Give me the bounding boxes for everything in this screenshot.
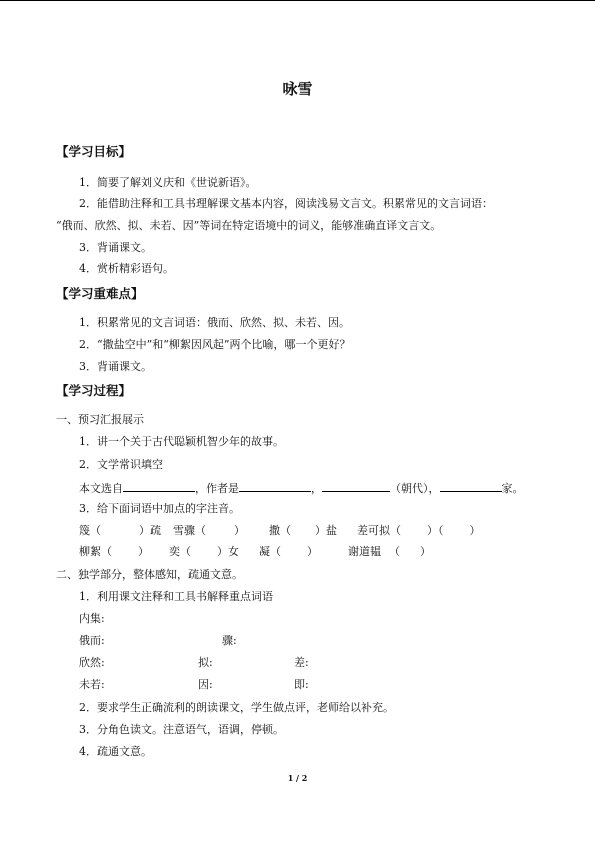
part1-label: 一、预习汇报展示 (56, 413, 144, 426)
pinyin-item: 差可拟（ (357, 524, 401, 537)
goal-item-1: 1．简要了解刘义庆和《世说新语》。 (79, 176, 257, 189)
fill-text-source: 本文选自 (79, 482, 123, 495)
part2-label: 二、独学部分，整体感知，疏通文意。 (56, 568, 243, 581)
word-yin: 因: (198, 678, 213, 691)
pinyin-item: ） (420, 545, 431, 558)
fill-text-author: ，作者是 (195, 482, 239, 495)
goal-item-3: 3．背诵课文。 (79, 241, 152, 254)
fill-text-comma: ， (311, 482, 322, 495)
section-heading-goals: 【学习目标】 (56, 144, 132, 159)
blank-source[interactable] (123, 480, 195, 492)
fill-text-dynasty: （朝代）， (390, 482, 440, 495)
goal-item-2: 2．能借助注释和工具书理解课文基本内容，阅读浅易文言文。积累常见的文言词语： (79, 197, 493, 210)
goal-item-2-cont: “俄而、欣然、拟、未若、因”等词在特定语境中的词义，能够准确直译文言文。 (56, 219, 442, 232)
pinyin-item: ）（ (427, 524, 444, 537)
word-cha: 差: (294, 656, 309, 669)
goal-item-4: 4．赏析精彩语句。 (79, 262, 174, 275)
pinyin-item: 凝（ (259, 545, 281, 558)
blank-author[interactable] (239, 480, 311, 492)
word-ji: 即: (294, 678, 309, 691)
pinyin-item: 撒（ (269, 524, 291, 537)
word-xinran: 欣然: (79, 656, 105, 669)
page-number: 1 / 2 (287, 773, 308, 783)
top-rule (0, 0, 595, 1)
part1-question-2: 2．文学常识填空 (79, 458, 163, 471)
pinyin-item: ） (307, 545, 318, 558)
pinyin-item: ）女 (217, 545, 239, 558)
word-neiji: 内集: (79, 612, 105, 625)
keypoint-item-2: 2．“撒盐空中”和“柳絮因风起”两个比喻，哪一个更好？ (79, 338, 351, 351)
pinyin-item: 柳絮（ (79, 545, 112, 558)
pinyin-item: ）盐 (315, 524, 337, 537)
part2-question-1: 1．利用课文注释和工具书解释重点词语 (79, 590, 273, 603)
part2-question-4: 4．疏通文意。 (79, 745, 152, 758)
word-eer: 俄而: (79, 634, 105, 647)
pinyin-row-1 (79, 524, 481, 538)
keypoint-item-1: 1．积累常见的文言词语：俄而、欣然、拟、未若、因。 (79, 316, 350, 329)
pinyin-item: 篾（ (79, 524, 101, 537)
keypoint-item-3: 3．背诵课文。 (79, 360, 152, 373)
pinyin-item: （ (389, 545, 400, 558)
pinyin-item: 奕（ (169, 545, 191, 558)
pinyin-item: ） (138, 545, 149, 558)
pinyin-item: ） (469, 524, 481, 537)
section-heading-process: 【学习过程】 (56, 383, 132, 398)
blank-identity[interactable] (440, 480, 502, 492)
blank-dynasty[interactable] (322, 480, 390, 492)
part1-question-3: 3．给下面词语中加点的字注音。 (79, 502, 240, 515)
part2-question-2: 2．要求学生正确流利的朗读课文，学生做点评，老师给以补充。 (79, 701, 394, 714)
pinyin-row-2 (79, 545, 431, 559)
section-heading-keypoints: 【学习重难点】 (56, 286, 144, 301)
literature-fill-line (79, 480, 524, 496)
pinyin-item: 谢道韫 (348, 545, 381, 558)
part2-question-3: 3．分角色读文。注意语气，语调，停顿。 (79, 723, 284, 736)
word-ni: 拟: (198, 656, 213, 669)
fill-text-jia: 家。 (501, 482, 524, 495)
pinyin-item: 雪骤（ (173, 524, 206, 537)
word-zhou: 骤: (222, 634, 237, 647)
part1-question-1: 1．讲一个关于古代聪颖机智少年的故事。 (79, 435, 284, 448)
word-weiruo: 未若: (79, 678, 105, 691)
page-title: 咏雪 (282, 80, 313, 98)
pinyin-item: ） (234, 524, 245, 537)
pinyin-item: ）疏 (139, 524, 161, 537)
